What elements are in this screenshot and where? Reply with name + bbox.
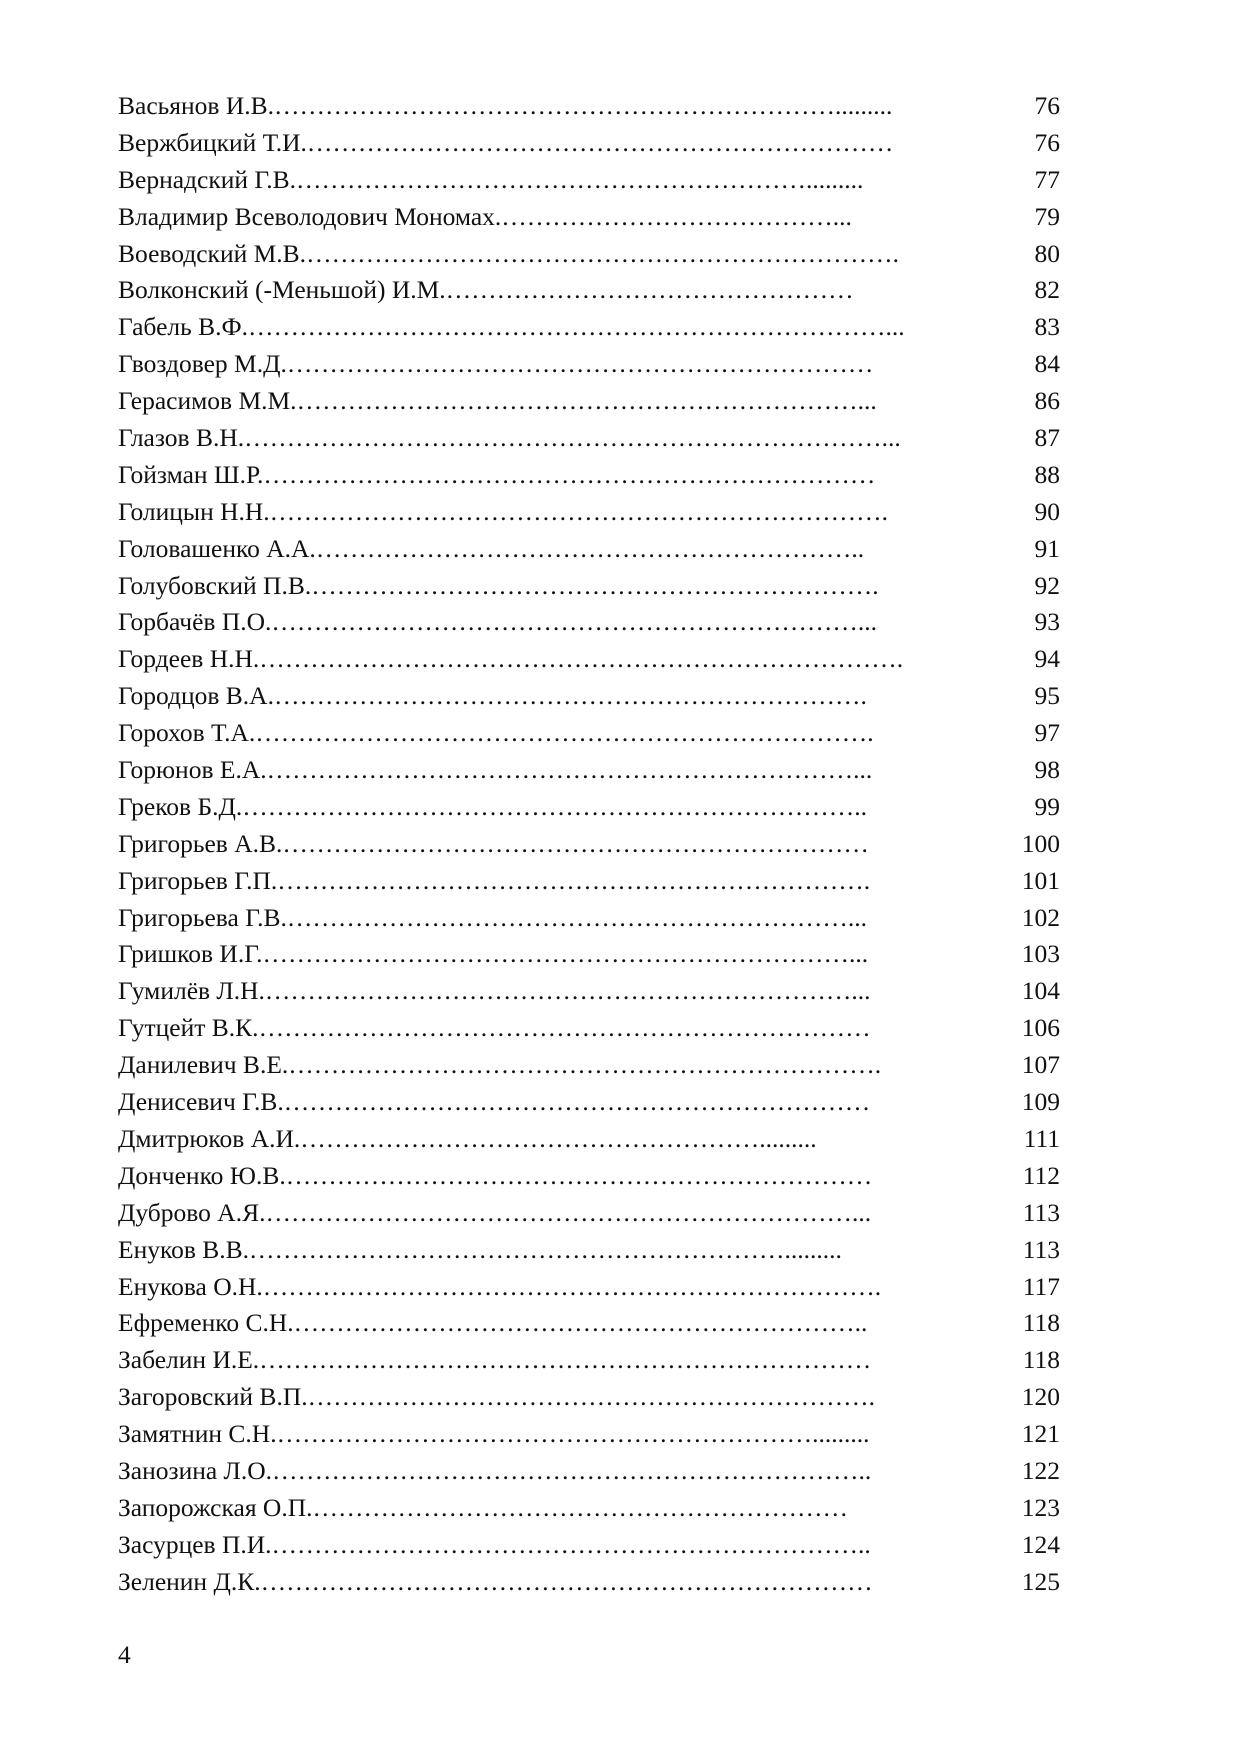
toc-entry [118, 420, 1058, 457]
toc-entry [118, 1416, 1058, 1453]
toc-entry-leader-line [118, 1047, 988, 1084]
toc-entry-name: Горохов Т.А. [118, 718, 256, 748]
toc-entry-dot-leader: ……………………………………………………………. [277, 865, 871, 895]
toc-entry-leader-line [118, 715, 988, 752]
toc-entry-dot-leader: …………………………………………………………… [306, 127, 894, 157]
toc-entry-page-number: 95 [1034, 681, 1060, 711]
toc-entry-leader-line [118, 88, 988, 125]
toc-entry-dot-leader: ……………………………………………………………. [288, 1050, 882, 1080]
toc-entry-leader-line [118, 1379, 988, 1416]
toc-entry-leader-line [118, 604, 988, 641]
toc-entry-leader-line [118, 1195, 988, 1232]
toc-entry-page-number: 79 [1034, 201, 1060, 231]
toc-entry-page-number: 121 [1021, 1419, 1060, 1449]
toc-entry-leader-line [118, 1490, 988, 1527]
toc-entry-leader-line [118, 1453, 988, 1490]
toc-entry-leader-line [118, 789, 988, 826]
toc-entry-dot-leader: …………………………………………………………… [286, 349, 874, 379]
toc-entry-name: Вернадский Г.В. [118, 164, 297, 194]
toc-entry-dot-leader: …………………………………………………………... [296, 386, 877, 416]
toc-entry-page-number: 111 [1023, 1123, 1060, 1153]
toc-entry-leader-line [118, 1342, 988, 1379]
toc-entry [118, 1379, 1058, 1416]
toc-entry-dot-leader: ……………………………………………………………... [262, 939, 869, 969]
toc-entry-dot-leader: ……………………………………………………… [312, 1492, 848, 1522]
toc-entry-dot-leader: …………………………………………………………… [285, 1160, 873, 1190]
toc-entry [118, 568, 1058, 605]
toc-entry-leader-line [118, 752, 988, 789]
toc-entry [118, 1453, 1058, 1490]
table-of-contents [118, 88, 1058, 1601]
toc-entry-dot-leader: ……………………………………………………………... [271, 607, 878, 637]
toc-entry-name: Горюнов Е.А. [118, 755, 267, 785]
toc-entry [118, 1232, 1058, 1269]
toc-entry-dot-leader: ……………………………………………………......... [296, 164, 864, 194]
page-number: 4 [118, 1640, 131, 1669]
toc-entry-dot-leader: …………………………………………………………… [283, 1087, 871, 1117]
toc-entry [118, 199, 1058, 236]
toc-entry [118, 604, 1058, 641]
toc-entry-name: Глазов В.Н. [118, 423, 245, 453]
toc-entry-name: Дмитрюков А.И. [118, 1123, 301, 1153]
toc-entry-dot-leader: …………………………………………………………......... [274, 91, 893, 120]
toc-entry-page-number: 107 [1021, 1050, 1060, 1080]
toc-entry-page-number: 122 [1021, 1455, 1060, 1485]
toc-entry-leader-line [118, 568, 988, 605]
toc-entry-page-number: 99 [1034, 791, 1060, 821]
toc-entry-name: Зеленин Д.К. [118, 1566, 261, 1596]
toc-entry-name: Горбачёв П.О. [118, 607, 272, 637]
toc-entry-page-number: 112 [1022, 1160, 1060, 1190]
toc-entry [118, 383, 1058, 420]
toc-entry-name: Греков Б.Д. [118, 791, 243, 821]
toc-entry [118, 900, 1058, 937]
toc-entry-leader-line [118, 1084, 988, 1121]
toc-entry-page-number: 76 [1034, 127, 1060, 157]
toc-entry-name: Григорьев Г.П. [118, 865, 278, 895]
toc-entry-dot-leader: ………………………………………… [445, 275, 854, 305]
toc-entry-name: Голицын Н.Н. [118, 496, 270, 526]
toc-entry-leader-line [118, 1121, 988, 1158]
toc-entry-page-number: 83 [1034, 312, 1060, 342]
toc-entry [118, 1269, 1058, 1306]
toc-entry-page-number: 113 [1022, 1234, 1060, 1264]
toc-entry-dot-leader: ……………………………………………………………….. [242, 791, 868, 821]
toc-entry-page-number: 118 [1022, 1308, 1060, 1338]
toc-entry-page-number: 125 [1021, 1566, 1060, 1596]
toc-entry [118, 826, 1058, 863]
toc-entry-dot-leader: ……………………………………………………………… [259, 1345, 872, 1375]
toc-entry-page-number: 86 [1034, 386, 1060, 416]
toc-entry-leader-line [118, 678, 988, 715]
toc-entry-page-number: 93 [1034, 607, 1060, 637]
toc-entry-name: Гришков И.Г. [118, 939, 263, 969]
toc-entry-dot-leader: ……………………………………………………………… [258, 1013, 871, 1043]
toc-entry-page-number: 88 [1034, 459, 1060, 489]
toc-entry-leader-line [118, 900, 988, 937]
toc-entry-page-number: 94 [1034, 644, 1060, 674]
toc-entry-leader-line [118, 272, 988, 309]
toc-entry-page-number: 124 [1021, 1529, 1060, 1559]
toc-entry-name: Гумилёв Л.Н. [118, 976, 265, 1006]
toc-entry-page-number: 90 [1034, 496, 1060, 526]
toc-entry-page-number: 104 [1021, 976, 1060, 1006]
toc-entry-dot-leader: …………………………………………………………. [311, 570, 879, 600]
toc-entry-dot-leader: ………………………………………………......... [300, 1123, 817, 1153]
toc-entry-name: Запорожская О.П. [118, 1492, 313, 1522]
toc-entry [118, 531, 1058, 568]
toc-entry-name: Данилевич В.Е. [118, 1050, 289, 1080]
toc-entry-page-number: 113 [1022, 1197, 1060, 1227]
toc-entry-leader-line [118, 309, 988, 346]
toc-entry-name: Головашенко А.А. [118, 533, 316, 563]
toc-entry-page-number: 109 [1021, 1087, 1060, 1117]
toc-entry [118, 457, 1058, 494]
toc-entry-name: Герасимов М.М. [118, 386, 297, 416]
toc-entry-name: Забелин И.Е. [118, 1345, 260, 1375]
toc-entry-dot-leader: …………………………………………………………………... [248, 312, 905, 342]
toc-entry [118, 863, 1058, 900]
toc-entry-dot-leader: …………………………………………………………….. [272, 1455, 872, 1485]
toc-entry-name: Волконский (-Меньшой) И.М. [118, 275, 446, 305]
toc-entry-dot-leader: …………………………………………………………… [282, 828, 869, 858]
toc-entry-leader-line [118, 457, 988, 494]
toc-entry [118, 1527, 1058, 1564]
toc-entry [118, 715, 1058, 752]
toc-entry [118, 936, 1058, 973]
toc-entry-dot-leader: …………………………………………………………………. [259, 644, 904, 674]
toc-entry-dot-leader: …………………………………... [501, 201, 852, 231]
toc-entry [118, 1342, 1058, 1379]
toc-entry-leader-line [118, 383, 988, 420]
toc-entry-page-number: 103 [1021, 939, 1060, 969]
toc-entry [118, 309, 1058, 346]
toc-entry-name: Гвоздовер М.Д. [118, 349, 287, 379]
toc-entry-page-number: 120 [1021, 1382, 1060, 1412]
toc-entry-leader-line [118, 863, 988, 900]
toc-entry-dot-leader: ……………………………………………………….. [315, 533, 865, 563]
toc-entry-page-number: 100 [1021, 828, 1060, 858]
toc-entry-page-number: 82 [1034, 275, 1060, 305]
toc-entry-page-number: 98 [1034, 755, 1060, 785]
toc-entry-name: Дуброво А.Я. [118, 1197, 266, 1227]
toc-entry-name: Енукова О.Н. [118, 1271, 263, 1301]
toc-entry-page-number: 117 [1022, 1271, 1060, 1301]
toc-entry-name: Владимир Всеволодович Мономах. [118, 201, 502, 231]
toc-entry-name: Гордеев Н.Н. [118, 644, 260, 674]
toc-entry-dot-leader: ……………………………………………………………. [273, 681, 867, 711]
toc-entry-dot-leader: …………………………………………………………………... [244, 423, 901, 453]
toc-entry [118, 88, 1058, 125]
toc-entry-dot-leader: ……………………………………………………………... [265, 1197, 872, 1227]
toc-entry [118, 1084, 1058, 1121]
toc-entry [118, 752, 1058, 789]
toc-entry-dot-leader: ……………………………………………………………... [266, 755, 873, 785]
toc-entry [118, 1010, 1058, 1047]
toc-entry-dot-leader: ………………………………………………………………. [269, 496, 889, 526]
toc-entry-name: Донченко Ю.В. [118, 1160, 286, 1190]
toc-entry-name: Занозина Л.О. [118, 1455, 273, 1485]
toc-entry [118, 1564, 1058, 1601]
toc-entry-page-number: 97 [1034, 718, 1060, 748]
toc-entry-leader-line [118, 826, 988, 863]
toc-entry [118, 272, 1058, 309]
toc-entry-leader-line [118, 973, 988, 1010]
toc-entry-dot-leader: ……………………………………………………………… [263, 459, 876, 489]
toc-entry-dot-leader: …………………………………………………………... [286, 902, 867, 932]
toc-entry-dot-leader: ………………………………………………………………. [255, 718, 874, 748]
toc-entry-dot-leader: ………………………………………………………………. [262, 1271, 882, 1301]
toc-entry [118, 125, 1058, 162]
toc-entry-leader-line [118, 1527, 988, 1564]
toc-entry-dot-leader: ……………………………………………………………. [306, 238, 899, 268]
toc-entry [118, 1047, 1058, 1084]
toc-entry [118, 973, 1058, 1010]
toc-entry-page-number: 123 [1021, 1492, 1060, 1522]
toc-entry [118, 1490, 1058, 1527]
toc-entry-leader-line [118, 420, 988, 457]
toc-entry-dot-leader: …………………………………………………………. [307, 1382, 875, 1412]
toc-entry-name: Воеводский М.В. [118, 238, 307, 268]
toc-entry-leader-line [118, 1564, 988, 1601]
toc-entry-dot-leader: ………………………………………………………......... [249, 1234, 842, 1264]
toc-entry-name: Гутцейт В.К. [118, 1013, 259, 1043]
toc-entry-name: Григорьев А.В. [118, 828, 283, 858]
toc-entry-name: Городцов В.А. [118, 681, 274, 711]
toc-entry-name: Ефременко С.Н. [118, 1308, 294, 1338]
toc-entry-leader-line [118, 125, 988, 162]
toc-entry-dot-leader: ……………………………………………………………... [264, 976, 871, 1006]
toc-entry [118, 678, 1058, 715]
toc-entry [118, 346, 1058, 383]
toc-entry-page-number: 84 [1034, 349, 1060, 379]
toc-entry-dot-leader: …………………………………………………………….. [271, 1529, 871, 1559]
toc-entry-page-number: 87 [1034, 423, 1060, 453]
toc-entry-name: Голубовский П.В. [118, 570, 312, 600]
toc-entry-leader-line [118, 641, 988, 678]
toc-entry-dot-leader: ………………………………………………………......... [276, 1419, 870, 1449]
toc-entry-leader-line [118, 236, 988, 273]
toc-entry-leader-line [118, 1010, 988, 1047]
toc-entry-name: Енуков В.В. [118, 1234, 249, 1264]
toc-entry [118, 1121, 1058, 1158]
toc-entry-name: Гойзман Ш.Р. [118, 459, 264, 489]
toc-entry-dot-leader: ……………………………………………………………… [260, 1566, 873, 1596]
toc-entry-name: Засурцев П.И. [118, 1529, 272, 1559]
toc-entry-name: Замятнин С.Н. [118, 1419, 277, 1449]
toc-entry [118, 1158, 1058, 1195]
toc-entry [118, 1195, 1058, 1232]
toc-entry-leader-line [118, 1232, 988, 1269]
toc-entry-leader-line [118, 531, 988, 568]
toc-entry-leader-line [118, 1305, 988, 1342]
toc-entry [118, 641, 1058, 678]
toc-entry-name: Денисевич Г.В. [118, 1087, 284, 1117]
toc-entry [118, 1305, 1058, 1342]
toc-entry [118, 494, 1058, 531]
toc-entry-page-number: 77 [1034, 164, 1060, 194]
toc-entry-leader-line [118, 936, 988, 973]
toc-entry-dot-leader: ………………………………………………………….. [293, 1308, 868, 1338]
toc-entry-name: Вержбицкий Т.И. [118, 127, 307, 157]
toc-entry [118, 162, 1058, 199]
toc-entry-name: Григорьева Г.В. [118, 902, 287, 932]
toc-entry-leader-line [118, 1158, 988, 1195]
toc-entry-leader-line [118, 1416, 988, 1453]
toc-entry [118, 236, 1058, 273]
toc-entry-page-number: 92 [1034, 570, 1060, 600]
toc-entry-page-number: 76 [1034, 91, 1060, 120]
toc-entry-page-number: 106 [1021, 1013, 1060, 1043]
toc-entry-page-number: 101 [1021, 865, 1060, 895]
toc-entry-leader-line [118, 199, 988, 236]
toc-entry-page-number: 91 [1034, 533, 1060, 563]
toc-entry-page-number: 80 [1034, 238, 1060, 268]
toc-entry-page-number: 102 [1021, 902, 1060, 932]
toc-entry-leader-line [118, 162, 988, 199]
toc-entry-leader-line [118, 1269, 988, 1306]
toc-entry-name: Васьянов И.В. [118, 91, 274, 120]
toc-entry-name: Габель В.Ф. [118, 312, 249, 342]
toc-entry-leader-line [118, 494, 988, 531]
toc-entry-page-number: 118 [1022, 1345, 1060, 1375]
toc-entry [118, 789, 1058, 826]
toc-entry-leader-line [118, 346, 988, 383]
toc-entry-name: Загоровский В.П. [118, 1382, 308, 1412]
